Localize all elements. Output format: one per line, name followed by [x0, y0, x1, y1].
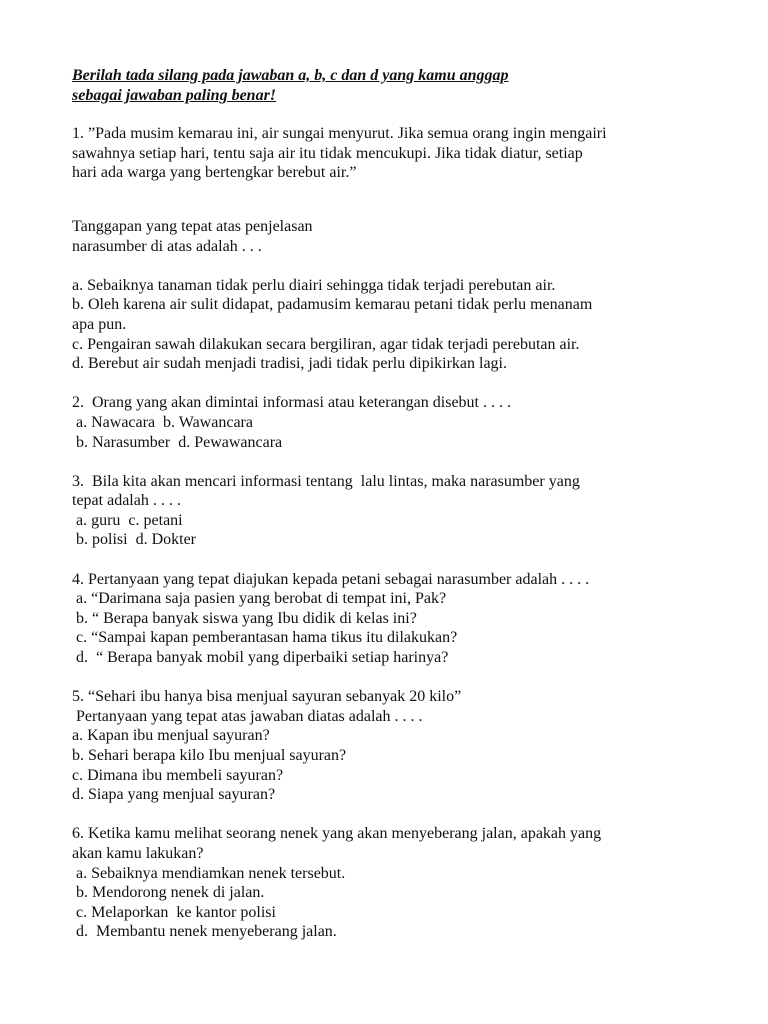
question-1-text-line-2: sawahnya setiap hari, tentu saja air itu tidak mencukupi. Jika tidak diatur, setiap [72, 144, 583, 162]
question-5-option-a: a. Kapan ibu menjual sayuran? [72, 727, 270, 745]
question-3-stem-line-2: tepat adalah . . . . [72, 492, 181, 510]
instruction-heading [72, 66, 732, 105]
question-1-option-b-line-1: b. Oleh karena air sulit didapat, padamusim kemarau petani tidak perlu menanam [72, 296, 593, 314]
worksheet [72, 66, 732, 942]
question-1-prompt-line-2: narasumber di atas adalah . . . [72, 237, 262, 255]
question-1 [72, 124, 732, 374]
question-4-option-a: a. “Darimana saja pasien yang berobat di tempat ini, Pak? [72, 590, 447, 608]
question-6 [72, 824, 732, 942]
question-6-option-c: c. Melaporkan ke kantor polisi [72, 903, 276, 921]
question-4-option-c: c. “Sampai kapan pemberantasan hama tikus itu dilakukan? [72, 629, 458, 647]
question-5-option-c: c. Dimana ibu membeli sayuran? [72, 766, 284, 784]
question-1-prompt-line-1: Tanggapan yang tepat atas penjelasan [72, 217, 313, 235]
question-3 [72, 472, 732, 550]
question-2 [72, 393, 732, 452]
question-1-text-line-1: 1. ”Pada musim kemarau ini, air sungai menyurut. Jika semua orang ingin mengairi [72, 125, 607, 143]
question-4-stem: 4. Pertanyaan yang tepat diajukan kepada petani sebagai narasumber adalah . . . . [72, 570, 590, 588]
question-1-text-line-3: hari ada warga yang bertengkar berebut air.” [72, 164, 357, 182]
question-6-option-a: a. Sebaiknya mendiamkan nenek tersebut. [72, 864, 346, 882]
question-6-stem-line-1: 6. Ketika kamu melihat seorang nenek yang akan menyeberang jalan, apakah yang [72, 825, 602, 843]
question-3-options-row-2: b. polisi d. Dokter [72, 531, 196, 549]
question-3-stem-line-1: 3. Bila kita akan mencari informasi tentang lalu lintas, maka narasumber yang [72, 472, 580, 490]
question-5-stem-line-1: 5. “Sehari ibu hanya bisa menjual sayuran sebanyak 20 kilo” [72, 688, 462, 706]
question-5-option-b: b. Sehari berapa kilo Ibu menjual sayuran? [72, 747, 347, 764]
question-1-option-c: c. Pengairan sawah dilakukan secara bergiliran, agar tidak terjadi perebutan air. [72, 335, 580, 353]
question-6-stem-line-2: akan kamu lakukan? [72, 844, 204, 862]
question-5 [72, 687, 732, 805]
question-4 [72, 570, 732, 668]
question-4-option-b: b. “ Berapa banyak siswa yang Ibu didik di kelas ini? [72, 609, 417, 627]
question-5-stem-line-2: Pertanyaan yang tepat atas jawaban diatas adalah . . . . [72, 707, 423, 725]
question-6-option-d: d. Membantu nenek menyeberang jalan. [72, 923, 337, 941]
question-2-stem: 2. Orang yang akan dimintai informasi atau keterangan disebut . . . . [72, 394, 511, 412]
question-1-option-d: d. Berebut air sudah menjadi tradisi, jadi tidak perlu dipikirkan lagi. [72, 355, 507, 373]
question-2-options-row-1: a. Nawacara b. Wawancara [72, 413, 253, 431]
question-4-option-d: d. “ Berapa banyak mobil yang diperbaiki setiap harinya? [72, 649, 449, 667]
question-1-option-b-line-2: apa pun. [72, 315, 127, 333]
question-5-option-d: d. Siapa yang menjual sayuran? [72, 786, 276, 804]
question-6-option-b: b. Mendorong nenek di jalan. [72, 884, 265, 902]
question-3-options-row-1: a. guru c. petani [72, 511, 183, 529]
question-2-options-row-2: b. Narasumber d. Pewawancara [72, 433, 283, 451]
instruction-line-1: Berilah tada silang pada jawaban a, b, c dan d yang kamu anggap [72, 67, 509, 84]
question-1-option-a: a. Sebaiknya tanaman tidak perlu diairi sehingga tidak terjadi perebutan air. [72, 276, 556, 294]
instruction-line-2: sebagai jawaban paling benar! [72, 86, 277, 104]
